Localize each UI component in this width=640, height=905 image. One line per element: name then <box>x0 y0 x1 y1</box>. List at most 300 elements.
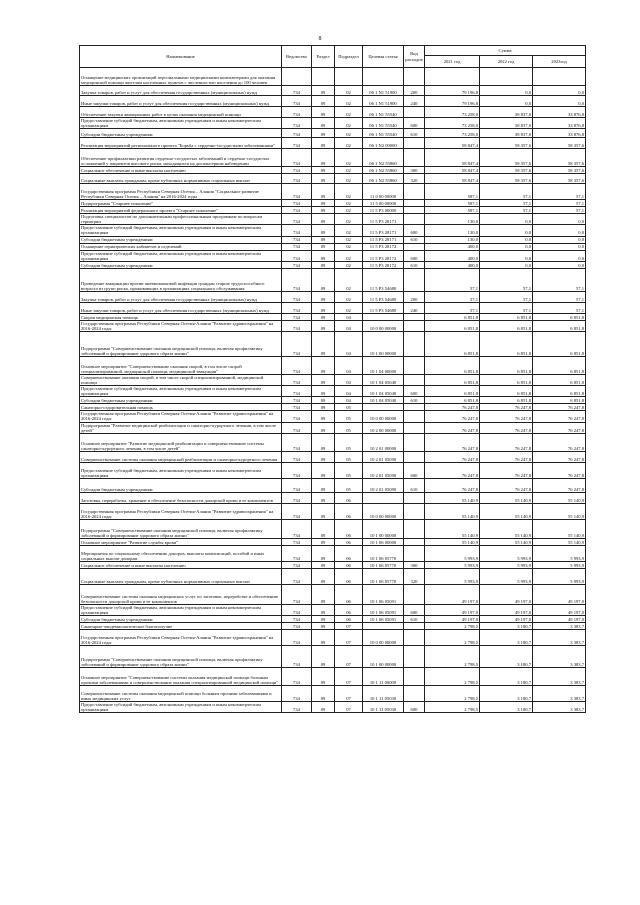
row-sum-2021: 58 847,4 <box>425 167 480 174</box>
row-target-article <box>363 492 404 503</box>
table-body <box>80 68 586 713</box>
row-razdel: 09 <box>312 411 335 422</box>
row-target-article: 11 5 P3 28172 <box>363 261 404 268</box>
row-name: Субсидии бюджетным учреждениям <box>80 261 282 268</box>
row-podrazdel: 02 <box>335 96 363 107</box>
row-podrazdel: 07 <box>335 645 363 667</box>
row-name: Предоставление субсидий бюджетным, автономным учреждениям и иным некоммерческим организациям <box>80 250 282 261</box>
table-row <box>80 250 586 261</box>
row-name: Реализация мероприятий регионального проекта "Борьба с сердечно-сосудистыми заболеваниями" <box>80 138 282 149</box>
row-sum-2021: 6 851,8 <box>425 320 480 331</box>
row-sum-2021: 76 247,8 <box>425 462 480 478</box>
row-podrazdel: 06 <box>335 568 363 584</box>
row-expense-type <box>404 545 425 561</box>
row-podrazdel: 02 <box>335 129 363 138</box>
row-expense-type <box>404 584 425 604</box>
table-row <box>80 584 586 604</box>
header-podrazdel: Подраздел <box>335 46 363 68</box>
table-row <box>80 214 586 225</box>
budget-table-container <box>79 45 585 713</box>
row-vedomstvo: 734 <box>282 174 312 184</box>
row-expense-type <box>404 422 425 433</box>
header-target-article: Целевая статья <box>363 46 404 68</box>
row-podrazdel: 06 <box>335 545 363 561</box>
row-sum-2022: 6 851,8 <box>480 386 533 397</box>
row-podrazdel: 06 <box>335 492 363 503</box>
row-name: Оснащение гериатрических кабинетов и отделений <box>80 243 282 250</box>
table-row <box>80 118 586 129</box>
table-row <box>80 291 586 302</box>
row-sum-2022: 0,0 <box>480 225 533 236</box>
row-expense-type <box>404 503 425 519</box>
row-expense-type <box>404 320 425 331</box>
row-razdel: 09 <box>312 584 335 604</box>
row-vedomstvo: 734 <box>282 685 312 701</box>
row-expense-type <box>404 374 425 385</box>
row-name: Социальные выплаты гражданам, кроме публичных нормативных социальных выплат <box>80 174 282 184</box>
row-expense-type: 610 <box>404 478 425 492</box>
row-podrazdel: 07 <box>335 622 363 629</box>
row-razdel: 09 <box>312 200 335 207</box>
row-vedomstvo: 734 <box>282 243 312 250</box>
row-expense-type <box>404 433 425 451</box>
row-razdel: 09 <box>312 291 335 302</box>
row-name: Предоставление субсидий бюджетным, автономным учреждениям и иным некоммерческим организациям <box>80 118 282 129</box>
row-sum-2022: 0,0 <box>480 243 533 250</box>
row-podrazdel: 02 <box>335 138 363 149</box>
row-sum-2022: 58 357,6 <box>480 174 533 184</box>
row-target-article: 10 1 04 00000 <box>363 356 404 374</box>
row-sum-2023: 49 197,0 <box>533 604 586 615</box>
row-target-article: 11 0 00 00000 <box>363 184 404 200</box>
row-sum-2022: 76 247,8 <box>480 404 533 411</box>
row-razdel: 09 <box>312 96 335 107</box>
row-sum-2022: 76 247,8 <box>480 411 533 422</box>
row-sum-2021: 57,1 <box>425 302 480 313</box>
row-target-article: 11 5 P3 00000 <box>363 207 404 214</box>
row-target-article: 11 5 P3 28171 <box>363 236 404 243</box>
row-sum-2023: 0,0 <box>533 96 586 107</box>
row-sum-2022: 5 993,9 <box>480 568 533 584</box>
row-sum-2023: 49 197,0 <box>533 584 586 604</box>
row-name: Основное мероприятие "Совершенствование оказания скорой, в том числе скорой специализированной, медицинской помощи, медицинской эвакуации" <box>80 356 282 374</box>
row-name: Совершенствование системы оказания медицинских услуг по заготовке, переработке и обеспечению безопасности донорской крови и ее компонентов <box>80 584 282 604</box>
row-target-article: 06 1 N2 55860 <box>363 167 404 174</box>
row-target-article: 10 2 00 00000 <box>363 422 404 433</box>
row-razdel: 09 <box>312 225 335 236</box>
row-target-article: 10 1 00 00000 <box>363 519 404 538</box>
row-sum-2022: 76 247,8 <box>480 462 533 478</box>
row-vedomstvo: 734 <box>282 129 312 138</box>
row-name: Скорая медицинская помощь <box>80 313 282 320</box>
row-expense-type: 600 <box>404 462 425 478</box>
budget-table <box>79 45 586 713</box>
row-sum-2021: 58 847,4 <box>425 138 480 149</box>
row-expense-type: 320 <box>404 174 425 184</box>
row-sum-2022: 0,0 <box>480 86 533 96</box>
row-sum-2021: 6 851,8 <box>425 356 480 374</box>
table-row <box>80 320 586 331</box>
row-name: Государственная программа Республики Северная Осетия-Алания "Развитие здравоохранения" на 2016-2024 годы <box>80 320 282 331</box>
row-target-article <box>363 404 404 411</box>
row-expense-type <box>404 356 425 374</box>
row-razdel: 09 <box>312 313 335 320</box>
row-vedomstvo: 734 <box>282 96 312 107</box>
row-podrazdel: 02 <box>335 261 363 268</box>
row-target-article: 06 1 N1 55540 <box>363 118 404 129</box>
row-expense-type <box>404 667 425 685</box>
row-sum-2021: 5 993,9 <box>425 561 480 568</box>
row-razdel: 09 <box>312 118 335 129</box>
row-name: Основное мероприятие "Развитие медицинской реабилитации и совершенствование системы санаторно-курортного лечения, в том числе детей" <box>80 433 282 451</box>
row-vedomstvo: 734 <box>282 604 312 615</box>
row-expense-type: 610 <box>404 236 425 243</box>
table-row <box>80 629 586 645</box>
row-sum-2022: 3 180,7 <box>480 701 533 712</box>
row-sum-2022: 3 180,7 <box>480 629 533 645</box>
row-vedomstvo: 734 <box>282 331 312 356</box>
row-expense-type: 320 <box>404 568 425 584</box>
row-razdel: 09 <box>312 356 335 374</box>
table-row <box>80 519 586 538</box>
row-razdel: 09 <box>312 404 335 411</box>
row-razdel: 09 <box>312 519 335 538</box>
row-expense-type: 600 <box>404 225 425 236</box>
row-sum-2021: 130,0 <box>425 236 480 243</box>
row-podrazdel: 02 <box>335 174 363 184</box>
row-vedomstvo: 734 <box>282 615 312 622</box>
row-expense-type <box>404 451 425 462</box>
row-razdel: 09 <box>312 268 335 291</box>
row-vedomstvo: 734 <box>282 492 312 503</box>
row-sum-2022: 55 140,9 <box>480 503 533 519</box>
row-sum-2021: 6 851,8 <box>425 313 480 320</box>
header-name: Наименование <box>80 46 282 68</box>
row-sum-2022: 0,0 <box>480 250 533 261</box>
row-razdel: 09 <box>312 451 335 462</box>
row-sum-2022: 6 851,8 <box>480 374 533 385</box>
row-podrazdel: 05 <box>335 411 363 422</box>
row-vedomstvo: 734 <box>282 302 312 313</box>
row-razdel: 09 <box>312 615 335 622</box>
row-vedomstvo: 734 <box>282 451 312 462</box>
row-sum-2022: 55 140,9 <box>480 519 533 538</box>
row-sum-2021: 49 197,0 <box>425 584 480 604</box>
row-vedomstvo: 734 <box>282 356 312 374</box>
row-expense-type: 610 <box>404 615 425 622</box>
row-sum-2022: 57,1 <box>480 207 533 214</box>
table-row <box>80 138 586 149</box>
row-podrazdel <box>335 68 363 86</box>
row-razdel: 09 <box>312 462 335 478</box>
row-sum-2023: 76 247,8 <box>533 462 586 478</box>
table-row <box>80 622 586 629</box>
row-sum-2023: 3 383,7 <box>533 667 586 685</box>
row-expense-type <box>404 68 425 86</box>
table-row <box>80 174 586 184</box>
table-row <box>80 411 586 422</box>
row-expense-type <box>404 685 425 701</box>
row-sum-2023: 33 876,8 <box>533 129 586 138</box>
row-sum-2021: 55 140,9 <box>425 519 480 538</box>
row-sum-2023: 5 993,9 <box>533 561 586 568</box>
row-sum-2022: 57,1 <box>480 268 533 291</box>
table-row <box>80 451 586 462</box>
row-target-article: 10 1 06 05091 <box>363 604 404 615</box>
table-row <box>80 167 586 174</box>
row-sum-2023: 6 851,8 <box>533 397 586 404</box>
row-vedomstvo: 734 <box>282 268 312 291</box>
row-razdel: 09 <box>312 629 335 645</box>
row-vedomstvo: 734 <box>282 667 312 685</box>
row-sum-2021: 130,0 <box>425 214 480 225</box>
row-name: Подпрограмма "Совершенствование оказания медицинской помощи, включая профилактику заболеваний и формирование здорового образа жизни" <box>80 331 282 356</box>
row-expense-type: 200 <box>404 86 425 96</box>
header-year-2023: 2023год <box>533 56 586 68</box>
row-expense-type: 240 <box>404 96 425 107</box>
row-vedomstvo: 734 <box>282 250 312 261</box>
row-podrazdel: 04 <box>335 320 363 331</box>
row-expense-type <box>404 149 425 167</box>
row-target-article: 06 1 N2 55860 <box>363 149 404 167</box>
row-sum-2023: 0,0 <box>533 225 586 236</box>
row-name: Субсидии бюджетным учреждениям <box>80 129 282 138</box>
row-name: Проведение вакцинации против пневмококковой инфекции граждан старше трудоспособного возраста из групп риска, проживающих в организациях социального обслуживания <box>80 268 282 291</box>
row-sum-2021: 76 247,8 <box>425 451 480 462</box>
row-name: Закупка товаров, работ и услуг для обеспечения государственных (муниципальных) нужд <box>80 291 282 302</box>
row-sum-2021: 6 851,8 <box>425 397 480 404</box>
row-name: Субсидии бюджетным учреждениям <box>80 236 282 243</box>
row-sum-2021: 6 851,8 <box>425 386 480 397</box>
row-name: Основное мероприятие "Развитие службы крови" <box>80 538 282 545</box>
row-podrazdel: 02 <box>335 107 363 118</box>
row-name: Обеспечение профилактики развития сердечно-сосудистых заболеваний и сердечно-сосудистых осложнений у пациентов высокого риска, находящихся на диспансерном наблюдении <box>80 149 282 167</box>
row-target-article: 10 1 06 05770 <box>363 568 404 584</box>
row-sum-2023 <box>533 68 586 86</box>
row-name: Заготовка, переработка, хранение и обеспечение безопасности донорской крови и ее компонентов <box>80 492 282 503</box>
row-razdel: 09 <box>312 397 335 404</box>
row-sum-2023: 55 140,9 <box>533 538 586 545</box>
row-vedomstvo: 734 <box>282 561 312 568</box>
row-sum-2023: 76 247,8 <box>533 433 586 451</box>
row-vedomstvo: 734 <box>282 236 312 243</box>
row-razdel: 09 <box>312 645 335 667</box>
row-podrazdel: 05 <box>335 404 363 411</box>
row-podrazdel: 02 <box>335 118 363 129</box>
row-expense-type: 610 <box>404 261 425 268</box>
row-name: Санаторно-оздоровительная помощь <box>80 404 282 411</box>
row-sum-2021: 5 993,9 <box>425 568 480 584</box>
row-vedomstvo: 734 <box>282 291 312 302</box>
row-sum-2022: 5 993,9 <box>480 545 533 561</box>
row-razdel: 09 <box>312 568 335 584</box>
page-number: 8 <box>318 36 322 42</box>
row-sum-2022: 57,1 <box>480 184 533 200</box>
row-vedomstvo: 734 <box>282 184 312 200</box>
row-sum-2023: 55 140,9 <box>533 492 586 503</box>
table-row <box>80 503 586 519</box>
row-podrazdel: 07 <box>335 701 363 712</box>
table-header <box>80 46 586 68</box>
row-sum-2022: 5 993,9 <box>480 561 533 568</box>
row-expense-type <box>404 629 425 645</box>
row-expense-type: 600 <box>404 386 425 397</box>
row-sum-2023: 57,1 <box>533 291 586 302</box>
row-name: Совершенствование системы оказания медицинской помощи больным прочими заболеваниями и иных медицинских услуг <box>80 685 282 701</box>
row-sum-2023: 3 383,7 <box>533 645 586 667</box>
row-vedomstvo: 734 <box>282 107 312 118</box>
row-podrazdel: 05 <box>335 451 363 462</box>
row-sum-2023: 6 851,8 <box>533 356 586 374</box>
row-sum-2023: 58 357,6 <box>533 138 586 149</box>
row-vedomstvo: 734 <box>282 519 312 538</box>
row-sum-2023: 55 140,9 <box>533 519 586 538</box>
row-sum-2023: 3 383,7 <box>533 685 586 701</box>
table-row <box>80 492 586 503</box>
row-razdel: 09 <box>312 167 335 174</box>
row-expense-type <box>404 243 425 250</box>
row-target-article: 10 1 04 05040 <box>363 386 404 397</box>
row-sum-2021: 49 197,0 <box>425 615 480 622</box>
row-sum-2021: 57,1 <box>425 268 480 291</box>
row-razdel: 09 <box>312 667 335 685</box>
row-target-article <box>363 622 404 629</box>
row-podrazdel: 06 <box>335 561 363 568</box>
row-sum-2023: 3 383,7 <box>533 629 586 645</box>
table-row <box>80 667 586 685</box>
table-row <box>80 538 586 545</box>
row-expense-type: 300 <box>404 167 425 174</box>
table-row <box>80 236 586 243</box>
row-vedomstvo: 734 <box>282 225 312 236</box>
row-name: Подпрограмма "Старшее поколение" <box>80 200 282 207</box>
row-expense-type <box>404 622 425 629</box>
table-row <box>80 404 586 411</box>
row-podrazdel: 04 <box>335 386 363 397</box>
row-target-article: 11 5 P3 54680 <box>363 291 404 302</box>
row-podrazdel: 04 <box>335 331 363 356</box>
row-sum-2023: 0,0 <box>533 261 586 268</box>
row-vedomstvo: 734 <box>282 167 312 174</box>
row-name: Государственная программа Республики Северная Осетия-Алания "Развитие здравоохранения" на 2016-2024 годы <box>80 629 282 645</box>
row-sum-2021 <box>425 68 480 86</box>
row-name: Предоставление субсидий бюджетным, автономным учреждениям и иным некоммерческим организациям <box>80 225 282 236</box>
row-podrazdel: 02 <box>335 291 363 302</box>
row-razdel: 09 <box>312 184 335 200</box>
row-sum-2021: 58 847,4 <box>425 149 480 167</box>
row-sum-2023: 76 247,8 <box>533 478 586 492</box>
row-vedomstvo: 734 <box>282 138 312 149</box>
row-vedomstvo: 734 <box>282 374 312 385</box>
row-expense-type: 610 <box>404 129 425 138</box>
row-podrazdel: 02 <box>335 243 363 250</box>
table-row <box>80 615 586 622</box>
row-sum-2021: 55 140,9 <box>425 538 480 545</box>
row-razdel: 09 <box>312 386 335 397</box>
row-podrazdel: 04 <box>335 397 363 404</box>
row-sum-2022: 6 851,8 <box>480 356 533 374</box>
row-sum-2021: 76 247,8 <box>425 411 480 422</box>
table-row <box>80 545 586 561</box>
row-sum-2023: 57,1 <box>533 200 586 207</box>
row-razdel: 09 <box>312 214 335 225</box>
row-expense-type <box>404 207 425 214</box>
table-row <box>80 645 586 667</box>
table-row <box>80 356 586 374</box>
table-row <box>80 568 586 584</box>
row-vedomstvo: 734 <box>282 320 312 331</box>
table-row <box>80 422 586 433</box>
row-expense-type <box>404 107 425 118</box>
row-target-article: 11 5 00 00000 <box>363 200 404 207</box>
row-name: Иные закупки товаров, работ и услуг для обеспечения государственных (муниципальных) нужд <box>80 96 282 107</box>
row-name: Субсидии бюджетным учреждениям <box>80 478 282 492</box>
row-sum-2023: 6 851,8 <box>533 313 586 320</box>
row-target-article: 11 5 P3 54680 <box>363 268 404 291</box>
row-sum-2022: 0,0 <box>480 261 533 268</box>
row-sum-2023: 6 851,8 <box>533 320 586 331</box>
row-sum-2022: 49 197,0 <box>480 604 533 615</box>
row-podrazdel: 02 <box>335 200 363 207</box>
row-vedomstvo: 734 <box>282 214 312 225</box>
row-vedomstvo: 734 <box>282 207 312 214</box>
row-name: Подпрограмма "Совершенствование оказания медицинской помощи, включая профилактику заболеваний и формирование здорового образа жизни" <box>80 645 282 667</box>
row-expense-type <box>404 492 425 503</box>
row-target-article: 10 1 11 00000 <box>363 667 404 685</box>
row-sum-2023: 0,0 <box>533 243 586 250</box>
row-expense-type: 300 <box>404 561 425 568</box>
table-row <box>80 243 586 250</box>
row-name: Подпрограмма "Развитие медицинской реабилитации и санаторно-курортного лечения, в том числе детей" <box>80 422 282 433</box>
row-sum-2023: 55 140,9 <box>533 503 586 519</box>
row-razdel: 09 <box>312 174 335 184</box>
row-expense-type: 200 <box>404 291 425 302</box>
row-expense-type <box>404 268 425 291</box>
row-sum-2023: 57,1 <box>533 268 586 291</box>
row-sum-2023: 33 876,8 <box>533 107 586 118</box>
row-razdel: 09 <box>312 561 335 568</box>
row-expense-type <box>404 184 425 200</box>
row-vedomstvo: 734 <box>282 538 312 545</box>
header-sum: Сумма <box>425 46 586 56</box>
row-vedomstvo <box>282 68 312 86</box>
table-row <box>80 149 586 167</box>
row-vedomstvo: 734 <box>282 397 312 404</box>
row-vedomstvo: 734 <box>282 645 312 667</box>
row-sum-2021: 2 798,5 <box>425 701 480 712</box>
row-name: Социальное обеспечение и иные выплаты населению <box>80 561 282 568</box>
row-vedomstvo: 734 <box>282 622 312 629</box>
row-target-article: 10 1 00 00000 <box>363 645 404 667</box>
row-target-article: 11 5 P3 28172 <box>363 250 404 261</box>
row-name: Предоставление субсидий бюджетным, автономным учреждениям и иным некоммерческим организациям <box>80 386 282 397</box>
row-expense-type <box>404 214 425 225</box>
row-sum-2022: 58 357,6 <box>480 167 533 174</box>
row-expense-type: 240 <box>404 302 425 313</box>
row-razdel: 09 <box>312 261 335 268</box>
row-podrazdel: 05 <box>335 478 363 492</box>
row-name: Социальное обеспечение и иные выплаты населению <box>80 167 282 174</box>
row-target-article: 10 1 00 00000 <box>363 331 404 356</box>
row-razdel: 09 <box>312 374 335 385</box>
row-vedomstvo: 734 <box>282 422 312 433</box>
row-sum-2021: 2 798,5 <box>425 685 480 701</box>
row-target-article: 06 1 N1 55540 <box>363 107 404 118</box>
row-name: Государственная программа Республики Северная Осетия-Алания "Развитие здравоохранения" на 2016-2024 годы <box>80 411 282 422</box>
row-sum-2023: 76 247,8 <box>533 404 586 411</box>
row-name: Реализация мероприятий федерального проекта "Старшее поколение" <box>80 207 282 214</box>
row-sum-2022: 38 837,0 <box>480 118 533 129</box>
